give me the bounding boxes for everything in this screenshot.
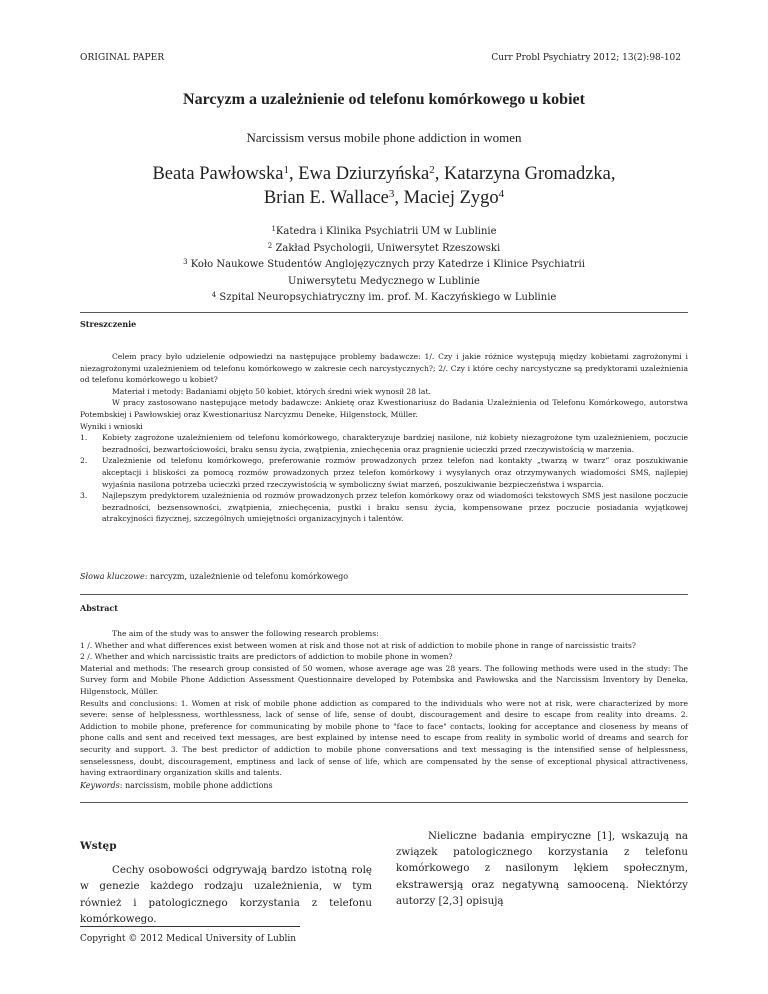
- list-number: 2.: [80, 456, 88, 466]
- affiliation-mark: 2: [267, 241, 273, 250]
- streszczenie-paragraph: Celem pracy było udzielenie odpowiedzi na następujące problemy badawcze: 1/. Czy i jakie różnice występują między kobietami zagrożonymi i niezagrożonymi uzależnieniem od telefonu komórkowego w zakresie cech narcystycznych?; 2/. Czy i które cechy narcystyczne są predyktorami uzależnienia od telefonu komórkowego u kobiet?: [80, 352, 688, 385]
- affiliation-line: [120, 257, 648, 274]
- article-subtitle: Narcissism versus mobile phone addiction in women: [246, 130, 522, 145]
- affiliations: [120, 224, 648, 307]
- streszczenie-body: [80, 351, 688, 525]
- section-divider: [80, 802, 688, 803]
- keywords-text: : narcissism, mobile phone addictions: [119, 781, 273, 790]
- keywords-pl: [80, 572, 348, 581]
- abstract-body: [80, 628, 688, 779]
- abstract-paragraph: 1 /. Whether and what differences exist between women at risk and those not at risk of addiction to mobile phone in range of narcissistic traits?: [80, 640, 636, 650]
- affiliation-text: Szpital Neuropsychiatryczny im. prof. M. Kaczyńskiego w Lublinie: [219, 292, 557, 303]
- streszczenie-heading: Streszczenie: [80, 319, 137, 329]
- body-paragraph: Cechy osobowości odgrywają bardzo istotną rolę w genezie każdego rodzaju uzależnienia, w tym również i patologicznego korzystania z telefonu komórkowego.: [80, 864, 372, 925]
- affiliation-line: [120, 224, 648, 241]
- streszczenie-results-heading: Wyniki i wnioski: [80, 421, 143, 431]
- header-article-type: ORIGINAL PAPER: [80, 53, 165, 63]
- author-name: Brian E. Wallace: [263, 188, 389, 208]
- footnote-divider: [80, 926, 300, 927]
- body-column-right: [396, 828, 688, 909]
- header-citation: Curr Probl Psychiatry 2012; 13(2):98-102: [491, 53, 681, 63]
- list-number: 1.: [80, 433, 88, 443]
- list-text: Uzależnienie od telefonu komórkowego, preferowanie rozmów prowadzonych przez telefon nad kontakty „twarzą w twarz” oraz poszukiwanie akceptacji i bliskości za pomocą rozmów prowadzonych przez telefon komórkowy i wysyłanych oraz otrzymywanych wiadomości SMS, najlepiej wyjaśnia nasilona potrzeba ucieczki przed rzeczywistością w symboliczny świat marzeń, poszukiwanie bezpieczeństwa i wsparcia.: [102, 456, 688, 489]
- keywords-label: Keywords: [80, 781, 120, 790]
- streszczenie-list-item: [80, 432, 688, 455]
- list-text: Najlepszym predyktorem uzależnienia od rozmów prowadzonych przez telefon komórkowy oraz od wiadomości tekstowych SMS jest nasilone poczucie bezradności, bezsensowności, zwątpienia, zniechęcenia, pustki i braku sensu życia, kompensowane przez poczucie posiadania wyjątkowej atrakcyjności fizycznej, szczególnych umiejętności organizacyjnych i talentów.: [102, 491, 688, 524]
- list-text: Kobiety zagrożone uzależnieniem od telefonu komórkowego, charakteryzuje bardziej nasilone, niż kobiety niezagrożone tym uzależnieniem, poczucie bezradności, bezwartościowości, braku sensu życia, zwątpienia, zniechęcenia oraz pragnienie ucieczki przed rzeczywistością w marzenia.: [102, 433, 688, 454]
- section-divider: [80, 594, 688, 595]
- affiliation-line: [120, 290, 648, 307]
- affiliation-line: [120, 274, 648, 291]
- streszczenie-paragraph: Materiał i metody: Badaniami objęto 50 kobiet, których średni wiek wynosił 28 lat.: [112, 386, 431, 396]
- article-title: Narcyzm a uzależnienie od telefonu komórkowego u kobiet: [183, 91, 585, 108]
- streszczenie-list-item: [80, 455, 688, 490]
- author-affiliation-mark: 2: [429, 164, 435, 176]
- affiliation-text: Katedra i Klinika Psychiatrii UM w Lublinie: [275, 226, 497, 237]
- keywords-text: : narcyzm, uzależnienie od telefonu komórkowego: [144, 572, 349, 581]
- affiliation-text: Uniwersytetu Medycznego w Lublinie: [288, 275, 480, 287]
- author-affiliation-mark: 1: [283, 164, 289, 176]
- abstract-heading: Abstract: [80, 603, 118, 613]
- section-divider: [80, 312, 688, 313]
- abstract-paragraph: Material and methods: The research group consisted of 50 women, whose average age was 28 years. The following methods were used in the study: The Survey form and Mobile Phone Addiction Assessment Questionnaire developed by Potembska and Pawłowska and the Narcissism Inventory by Deneka, Hilgenstock, Müller.: [80, 663, 688, 696]
- author-affiliation-mark: 3: [388, 188, 395, 200]
- streszczenie-paragraph: W pracy zastosowano następujące metody badawcze: Ankietę oraz Kwestionariusz do Badania Uzależnienia od Telefonu Komórkowego, autorstwa Potembskiej i Pawłowskiej oraz Kwestionariusz Narcyzmu Deneke, Hilgenstock, Müller.: [80, 398, 688, 419]
- keywords-label: Słowa kluczowe: [80, 572, 145, 581]
- affiliation-text: Koło Naukowe Studentów Anglojęzycznych przy Katedrze i Klinice Psychiatrii: [190, 259, 585, 270]
- affiliation-line: [120, 241, 648, 258]
- author-affiliation-mark: 4: [498, 188, 505, 200]
- affiliation-mark: 3: [183, 258, 188, 266]
- abstract-paragraph: Results and conclusions: 1. Women at risk of mobile phone addiction as compared to the individuals who were not at risk, were characterized by more severe: sense of helplessness, worthlessness, lack of sense of life, sense of doubt, discouragement and desire to escape from reality into dreams. 2. Addiction to mobile phone, preference for communicating by mobile phone to "face to face" contacts, looking for acceptance and closeness by means of phone calls and sent and received text messages, are best explained by intense need to escape from reality in symbolic world of dreams and search for security and support. 3. The best predictor of addiction to mobile phone conversations and text messaging is the intensified sense of helplessness, senselessness, doubt, discouragement, emptiness and lack of sense of life, which are compensated by the sense of exceptional physical attractiveness, having extraordinary organization skills and talents.: [80, 698, 688, 778]
- author-list: Beata Pawłowska$^1$, Ewa Dziurzyńska$^2$, Katarzyna Gromadzka, Brian E. Wallace$^3$, Maciej Zygo$^4$: [152, 164, 616, 208]
- author-name: Katarzyna Gromadzka,: [443, 164, 616, 184]
- streszczenie-list-item: [80, 490, 688, 525]
- body-column-left: [80, 838, 372, 927]
- list-number: 3.: [80, 491, 88, 501]
- copyright-notice: Copyright © 2012 Medical University of Lublin: [80, 934, 297, 944]
- affiliation-text: Zakład Psychologii, Uniwersytet Rzeszowski: [275, 242, 501, 254]
- keywords-en: [80, 781, 273, 790]
- affiliation-mark: 1: [271, 225, 276, 233]
- author-name: Ewa Dziurzyńska: [298, 164, 430, 184]
- author-name: Beata Pawłowska: [152, 164, 284, 184]
- author-name: Maciej Zygo: [403, 188, 499, 208]
- abstract-paragraph: 2 /. Whether and which narcissistic traits are predictors of addiction to mobile phone in women?: [80, 652, 453, 662]
- section-heading-wstep: Wstęp: [80, 840, 117, 852]
- affiliation-mark: 4: [211, 291, 217, 299]
- body-paragraph: Nieliczne badania empiryczne [1], wskazują na związek patologicznego korzystania z telefonu komórkowego z nasilonym lękiem społecznym, ekstrawersją oraz negatywną samooceną. Niektórzy autorzy [2,3] opisują: [396, 830, 688, 907]
- abstract-paragraph: The aim of the study was to answer the following research problems:: [112, 629, 379, 638]
